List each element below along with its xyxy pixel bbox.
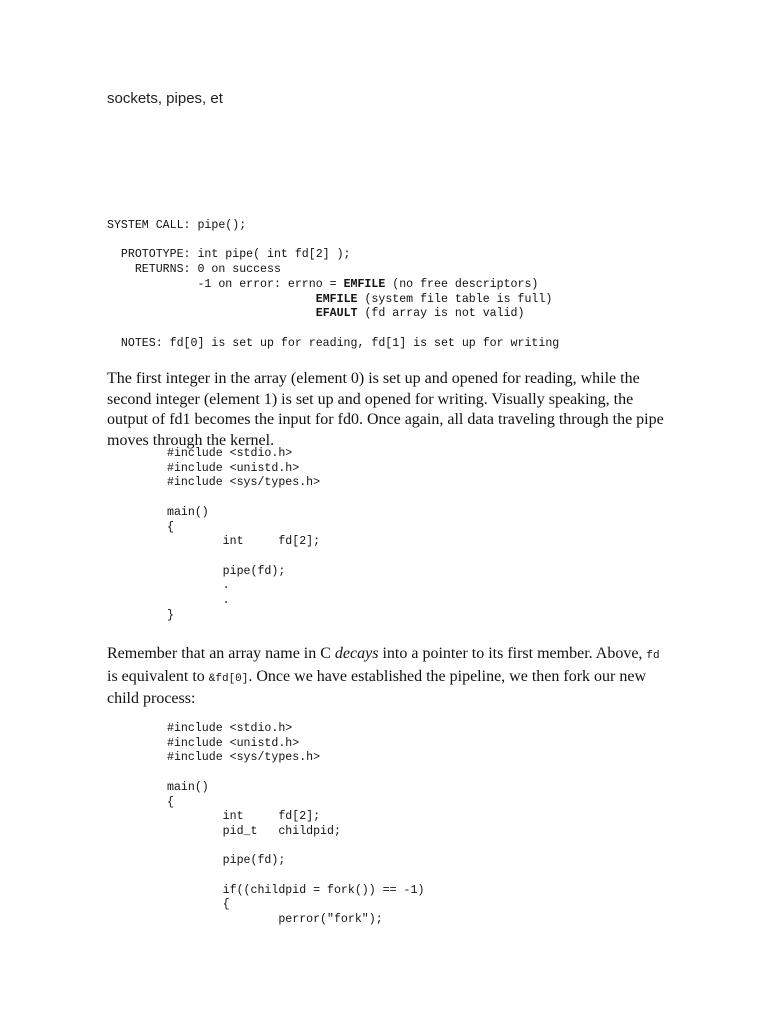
error-line-prefix: -1 on error: errno = bbox=[107, 277, 344, 291]
paragraph-array-decay bbox=[107, 644, 667, 710]
error-desc: (system file table is full) bbox=[357, 292, 553, 306]
syscall-block bbox=[107, 219, 559, 351]
page-heading: sockets, pipes, et bbox=[107, 90, 223, 107]
code-block-pipe: #include <stdio.h> #include <unistd.h> #include <sys/types.h> main() { int fd[2]; pipe(fd); . . } bbox=[167, 447, 321, 622]
text-run: into a pointer to its first member. Above, bbox=[378, 645, 647, 662]
inline-code: fd bbox=[646, 650, 660, 662]
emphasis-text: decays bbox=[334, 645, 379, 662]
notes-line: NOTES: fd[0] is set up for reading, fd[1] is set up for writing bbox=[107, 336, 560, 350]
error-line-prefix bbox=[107, 293, 316, 306]
prototype-line: PROTOTYPE: int pipe( int fd[2] ); bbox=[107, 248, 351, 262]
emfile-code: EMFILE bbox=[315, 292, 358, 306]
emfile-code: EMFILE bbox=[343, 277, 386, 291]
error-line-prefix bbox=[107, 307, 316, 320]
text-run: Remember that an array name in C bbox=[107, 645, 335, 662]
syscall-line: SYSTEM CALL: pipe(); bbox=[107, 219, 247, 232]
text-run: . Once we have established the pipeline, we then fork our new child process: bbox=[107, 667, 647, 707]
code-block-fork: #include <stdio.h> #include <unistd.h> #include <sys/types.h> main() { int fd[2]; pid_t childpid; pipe(fd); if((childpid = fork()) == -1) { perror("fork"); bbox=[167, 722, 425, 927]
paragraph-pipe-description: The first integer in the array (element 0) is set up and opened for reading, while the second integer (element 1) is set up and opened for writing. Visually speaking, the output of fd1 becomes the input for fd0. Once again, all data traveling through the pipe moves through the kernel. bbox=[107, 370, 664, 449]
inline-code: &fd[0] bbox=[208, 672, 249, 685]
text-run: is equivalent to bbox=[107, 667, 209, 685]
efault-code: EFAULT bbox=[315, 307, 358, 321]
returns-line: RETURNS: 0 on success bbox=[107, 263, 281, 277]
error-desc: (no free descriptors) bbox=[385, 277, 539, 291]
error-desc: (fd array is not valid) bbox=[357, 307, 525, 321]
